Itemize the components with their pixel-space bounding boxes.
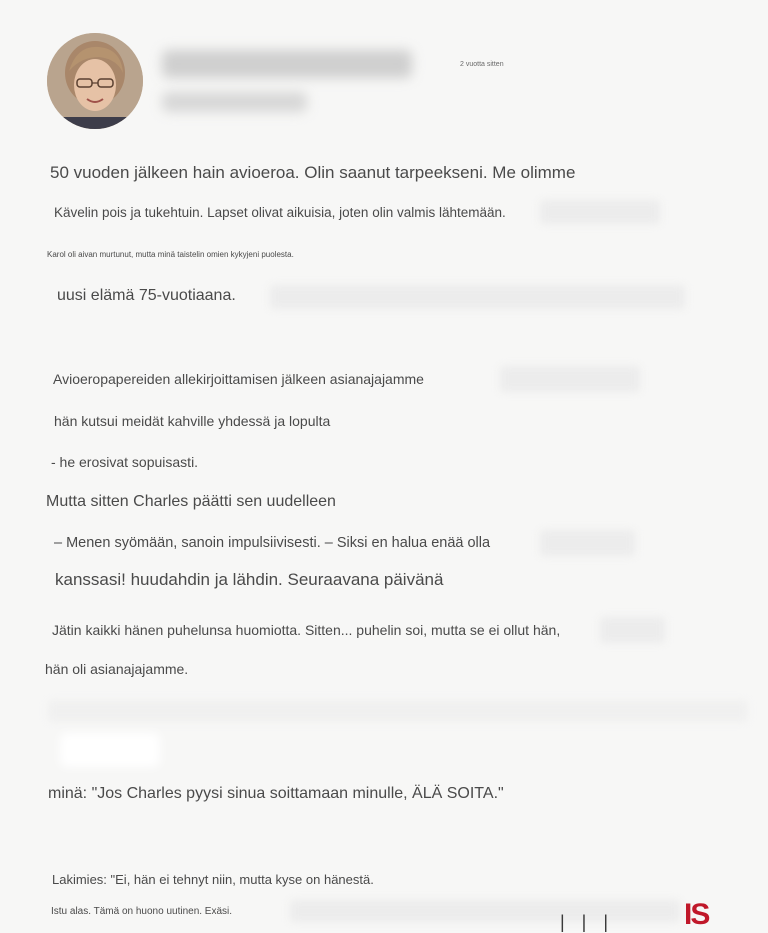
story-line: Istu alas. Tämä on huono uutinen. Exäsi. <box>51 906 233 917</box>
story-line: hän kutsui meidät kahville yhdessä ja lopulta <box>54 413 331 429</box>
story-line: uusi elämä 75-vuotiaana. <box>57 287 236 304</box>
story-line: hän oli asianajajamme. <box>45 661 189 677</box>
smudge <box>60 733 160 767</box>
story-line: Jätin kaikki hänen puhelunsa huomiotta. Sitten... puhelin soi, mutta se ei ollut hän, <box>52 622 561 638</box>
smudge <box>540 200 660 224</box>
story-line: kanssasi! huudahdin ja lähdin. Seuraavana päivänä <box>55 570 444 589</box>
smudge <box>270 285 685 309</box>
story-line: minä: "Jos Charles pyysi sinua soittamaan minulle, ÄLÄ SOITA." <box>48 785 504 802</box>
story-line: - he erosivat sopuisasti. <box>51 454 199 470</box>
blurred-handle <box>162 92 307 112</box>
post-timestamp: 2 vuotta sitten <box>460 61 504 68</box>
avatar[interactable] <box>47 33 143 129</box>
story-line: Karol oli aivan murtunut, mutta minä taistelin omien kykyjeni puolesta. <box>47 250 294 259</box>
smudge <box>48 700 748 722</box>
story-line: Lakimies: "Ei, hän ei tehnyt niin, mutta kyse on hänestä. <box>52 872 374 887</box>
smudge <box>500 366 640 392</box>
story-line: – Menen syömään, sanoin impulsiivisesti. – Siksi en halua enää olla <box>54 535 491 551</box>
cropped-fragment: | | | <box>560 912 615 932</box>
smudge <box>540 530 635 556</box>
story-line: 50 vuoden jälkeen hain avioeroa. Olin saanut tarpeekseni. Me olimme <box>50 163 576 182</box>
avatar-portrait <box>47 33 143 129</box>
smudge <box>290 900 680 922</box>
story-line: Mutta sitten Charles päätti sen uudelleen <box>46 493 336 510</box>
story-line: Avioeropapereiden allekirjoittamisen jälkeen asianajajamme <box>53 371 424 387</box>
story-line: Kävelin pois ja tukehtuin. Lapset olivat aikuisia, joten olin valmis lähtemään. <box>54 205 506 220</box>
blurred-username <box>162 50 412 78</box>
cropped-logo-fragment: IS <box>684 898 709 931</box>
smudge <box>600 617 665 643</box>
